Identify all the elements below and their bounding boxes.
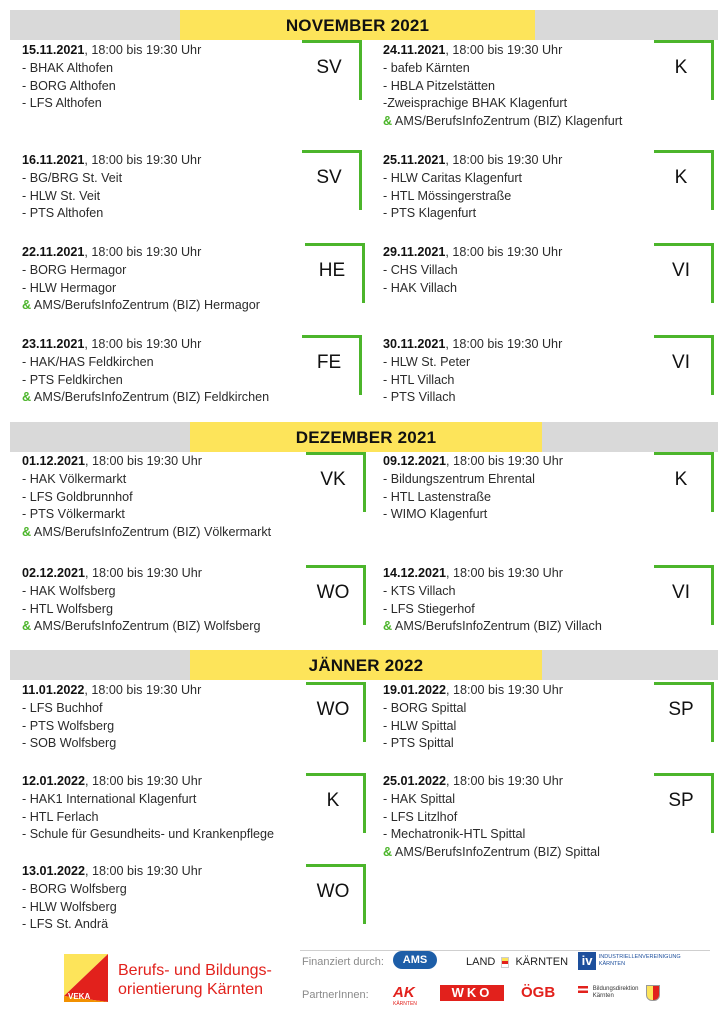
ams-label: AMS/BerufsInfoZentrum (BIZ) Völkermarkt — [33, 525, 272, 540]
region-code: SV — [316, 57, 342, 78]
school-item: - LFS Buchhof — [22, 700, 103, 715]
school-item: - LFS Goldbrunnhof — [22, 489, 133, 504]
school-item: - HLW Caritas Klagenfurt — [383, 170, 523, 185]
event-date: 29.11.2021 — [383, 245, 446, 259]
event-date: 23.11.2021 — [22, 337, 85, 351]
school-item: - Mechatronik-HTL Spittal — [383, 827, 526, 842]
region-badge — [306, 682, 366, 742]
bildungsdirektion-sub: Kärnten — [592, 993, 614, 999]
school-item: - HLW St. Veit — [22, 188, 101, 203]
event-date: 16.11.2021 — [22, 153, 85, 167]
school-item: - LFS Stiegerhof — [383, 601, 475, 616]
region-badge — [306, 452, 366, 512]
bildungsdirektion-label: Bildungsdirektion — [592, 986, 639, 992]
event-time: , 18:00 bis 19:30 Uhr — [446, 683, 563, 697]
region-badge — [305, 243, 365, 303]
event-time: , 18:00 bis 19:30 Uhr — [84, 337, 202, 351]
wko-logo-text: WKO — [440, 985, 504, 1001]
region-code: K — [674, 57, 688, 78]
school-item: - BORG Wolfsberg — [22, 881, 127, 896]
oegb-logo — [521, 984, 555, 1001]
austria-flag-icon — [578, 986, 588, 993]
event-time: , 18:00 bis 19:30 Uhr — [445, 153, 563, 167]
region-badge — [306, 773, 366, 833]
school-item: - HBLA Pitzelstätten — [383, 78, 495, 93]
school-item: - PTS Feldkirchen — [22, 372, 123, 387]
school-item: - BG/BRG St. Veit — [22, 170, 123, 185]
event-date: 14.12.2021 — [383, 566, 447, 580]
kaernten-label: KÄRNTEN — [515, 956, 569, 968]
region-code: SV — [316, 167, 342, 188]
event-time: , 18:00 bis 19:30 Uhr — [84, 245, 202, 259]
school-item: - LFS St. Andrä — [22, 917, 109, 932]
school-item: - PTS Völkermarkt — [22, 507, 125, 522]
month-bar-november — [10, 10, 718, 40]
school-item: - CHS Villach — [383, 262, 458, 277]
event-time: , 18:00 bis 19:30 Uhr — [446, 774, 563, 788]
logo-line-1: Berufs- und Bildungs- — [118, 962, 272, 979]
veka-small-label: VEKA — [68, 992, 91, 1001]
school-item: - KTS Villach — [383, 583, 456, 598]
event-time: , 18:00 bis 19:30 Uhr — [445, 337, 563, 351]
ams-logo-text: AMS — [393, 951, 437, 969]
ampersand: & — [22, 525, 32, 540]
event-time: , 18:00 bis 19:30 Uhr — [445, 245, 563, 259]
month-bar-jaenner — [10, 650, 718, 680]
ampersand: & — [22, 619, 32, 634]
school-item: - HLW Hermagor — [22, 280, 117, 295]
ams-label: AMS/BerufsInfoZentrum (BIZ) Spittal — [394, 845, 600, 860]
ampersand: & — [383, 845, 393, 860]
region-code: SP — [668, 699, 694, 720]
funded-by-label: Finanziert durch: — [302, 956, 384, 968]
ampersand: & — [383, 619, 393, 634]
region-code: WO — [316, 699, 350, 720]
event-date: 11.01.2022 — [22, 683, 85, 697]
month-title: DEZEMBER 2021 — [190, 422, 542, 452]
region-code: VI — [672, 582, 690, 603]
event-date: 25.11.2021 — [383, 153, 446, 167]
school-item: - HTL Villach — [383, 372, 455, 387]
school-item: - Bildungszentrum Ehrental — [383, 471, 535, 486]
event-date: 30.11.2021 — [383, 337, 446, 351]
region-code: K — [326, 790, 340, 811]
wko-logo — [440, 985, 504, 1001]
event-time: , 18:00 bis 19:30 Uhr — [85, 864, 202, 878]
ams-item — [22, 524, 372, 542]
school-item: - HTL Lastenstraße — [383, 489, 492, 504]
region-badge — [302, 335, 362, 395]
school-item: - HAK Spittal — [383, 791, 456, 806]
ams-logo — [393, 951, 443, 971]
school-item: - HAK1 International Klagenfurt — [22, 791, 197, 806]
bildungsdirektion-logo — [578, 986, 638, 1000]
school-item: - HAK Villach — [383, 280, 457, 295]
region-code: K — [674, 167, 688, 188]
ams-item — [383, 844, 728, 862]
kaernten-crest-icon — [646, 985, 660, 1001]
region-badge — [306, 864, 366, 924]
school-item: - HTL Mössingerstraße — [383, 188, 512, 203]
school-item: - PTS Althofen — [22, 206, 104, 221]
event-date: 25.01.2022 — [383, 774, 447, 788]
school-item: - SOB Wolfsberg — [22, 736, 117, 751]
event-time: , 18:00 bis 19:30 Uhr — [445, 43, 563, 57]
event-date: 13.01.2022 — [22, 864, 86, 878]
region-badge — [654, 682, 714, 742]
ams-item — [383, 113, 728, 131]
region-badge — [654, 40, 714, 100]
land-kaernten-logo — [466, 956, 568, 968]
region-badge — [654, 565, 714, 625]
school-item: - HLW St. Peter — [383, 354, 471, 369]
school-item: - PTS Wolfsberg — [22, 718, 115, 733]
school-item: - PTS Villach — [383, 390, 456, 405]
school-item: - HLW Wolfsberg — [22, 899, 117, 914]
event-time: , 18:00 bis 19:30 Uhr — [84, 683, 202, 697]
school-item: - PTS Klagenfurt — [383, 206, 477, 221]
event-time: , 18:00 bis 19:30 Uhr — [85, 774, 202, 788]
region-code: SP — [668, 790, 694, 811]
school-item: - BHAK Althofen — [22, 60, 114, 75]
school-item: - HTL Ferlach — [22, 809, 99, 824]
ams-label: AMS/BerufsInfoZentrum (BIZ) Hermagor — [33, 298, 260, 313]
event-time: , 18:00 bis 19:30 Uhr — [446, 454, 563, 468]
event-date: 09.12.2021 — [383, 454, 447, 468]
school-item: - bafeb Kärnten — [383, 60, 470, 75]
school-item: - HAK Wolfsberg — [22, 583, 116, 598]
school-item: - HLW Spittal — [383, 718, 457, 733]
event-time: , 18:00 bis 19:30 Uhr — [446, 566, 563, 580]
event-date: 15.11.2021 — [22, 43, 85, 57]
region-code: K — [674, 469, 688, 490]
ampersand: & — [22, 390, 32, 405]
event-time: , 18:00 bis 19:30 Uhr — [84, 43, 202, 57]
school-item: - LFS Althofen — [22, 96, 102, 111]
logo-line-2: orientierung Kärnten — [118, 981, 263, 998]
veka-logo — [62, 952, 272, 1008]
event-date: 02.12.2021 — [22, 566, 86, 580]
school-item: -Zweisprachige BHAK Klagenfurt — [383, 96, 568, 111]
ams-label: AMS/BerufsInfoZentrum (BIZ) Klagenfurt — [394, 114, 623, 129]
ak-logo — [393, 984, 417, 1007]
region-badge — [654, 335, 714, 395]
school-item: - BORG Spittal — [383, 700, 467, 715]
ak-logo-sub: KÄRNTEN — [393, 1001, 417, 1007]
school-item: - HAK Völkermarkt — [22, 471, 127, 486]
region-badge — [306, 565, 366, 625]
event-date: 22.11.2021 — [22, 245, 85, 259]
iv-logo — [578, 952, 681, 970]
land-label: LAND — [466, 956, 496, 968]
school-item: - BORG Hermagor — [22, 262, 127, 277]
iv-logo-mark: iv — [578, 952, 596, 970]
month-title: JÄNNER 2022 — [190, 650, 542, 680]
ak-logo-text: AK — [393, 984, 415, 1001]
month-bar-dezember — [10, 422, 718, 452]
event-date: 12.01.2022 — [22, 774, 86, 788]
region-badge — [302, 150, 362, 210]
footer-divider — [300, 950, 710, 951]
month-title: NOVEMBER 2021 — [180, 10, 535, 40]
school-item: - LFS Litzlhof — [383, 809, 458, 824]
region-code: FE — [316, 352, 342, 373]
school-item: - HAK/HAS Feldkirchen — [22, 354, 154, 369]
event-time: , 18:00 bis 19:30 Uhr — [85, 454, 202, 468]
region-code: HE — [318, 260, 346, 281]
ampersand: & — [22, 298, 32, 313]
event-date: 19.01.2022 — [383, 683, 447, 697]
event-time: , 18:00 bis 19:30 Uhr — [85, 566, 202, 580]
region-code: VK — [320, 469, 346, 490]
region-badge — [654, 150, 714, 210]
region-code: WO — [316, 881, 350, 902]
event-time: , 18:00 bis 19:30 Uhr — [84, 153, 202, 167]
school-item: - PTS Spittal — [383, 736, 454, 751]
kaernten-flag-icon — [501, 957, 509, 968]
region-code: WO — [316, 582, 350, 603]
region-badge — [302, 40, 362, 100]
region-code: VI — [672, 352, 690, 373]
school-item: - HTL Wolfsberg — [22, 601, 113, 616]
ampersand: & — [383, 114, 393, 129]
event-date: 24.11.2021 — [383, 43, 446, 57]
ams-label: AMS/BerufsInfoZentrum (BIZ) Villach — [394, 619, 602, 634]
region-badge — [654, 243, 714, 303]
region-code: VI — [672, 260, 690, 281]
iv-logo-text: INDUSTRIELLENVEREINIGUNG KÄRNTEN — [598, 954, 681, 967]
oegb-logo-text: ÖGB — [521, 984, 556, 1001]
ams-label: AMS/BerufsInfoZentrum (BIZ) Feldkirchen — [33, 390, 270, 405]
event-date: 01.12.2021 — [22, 454, 86, 468]
region-badge — [654, 452, 714, 512]
school-item: - BORG Althofen — [22, 78, 116, 93]
ams-label: AMS/BerufsInfoZentrum (BIZ) Wolfsberg — [33, 619, 261, 634]
partners-label: PartnerInnen: — [302, 989, 369, 1001]
school-item: - WIMO Klagenfurt — [383, 507, 488, 522]
school-item: - Schule für Gesundheits- und Krankenpflege — [22, 827, 275, 842]
region-badge — [654, 773, 714, 833]
